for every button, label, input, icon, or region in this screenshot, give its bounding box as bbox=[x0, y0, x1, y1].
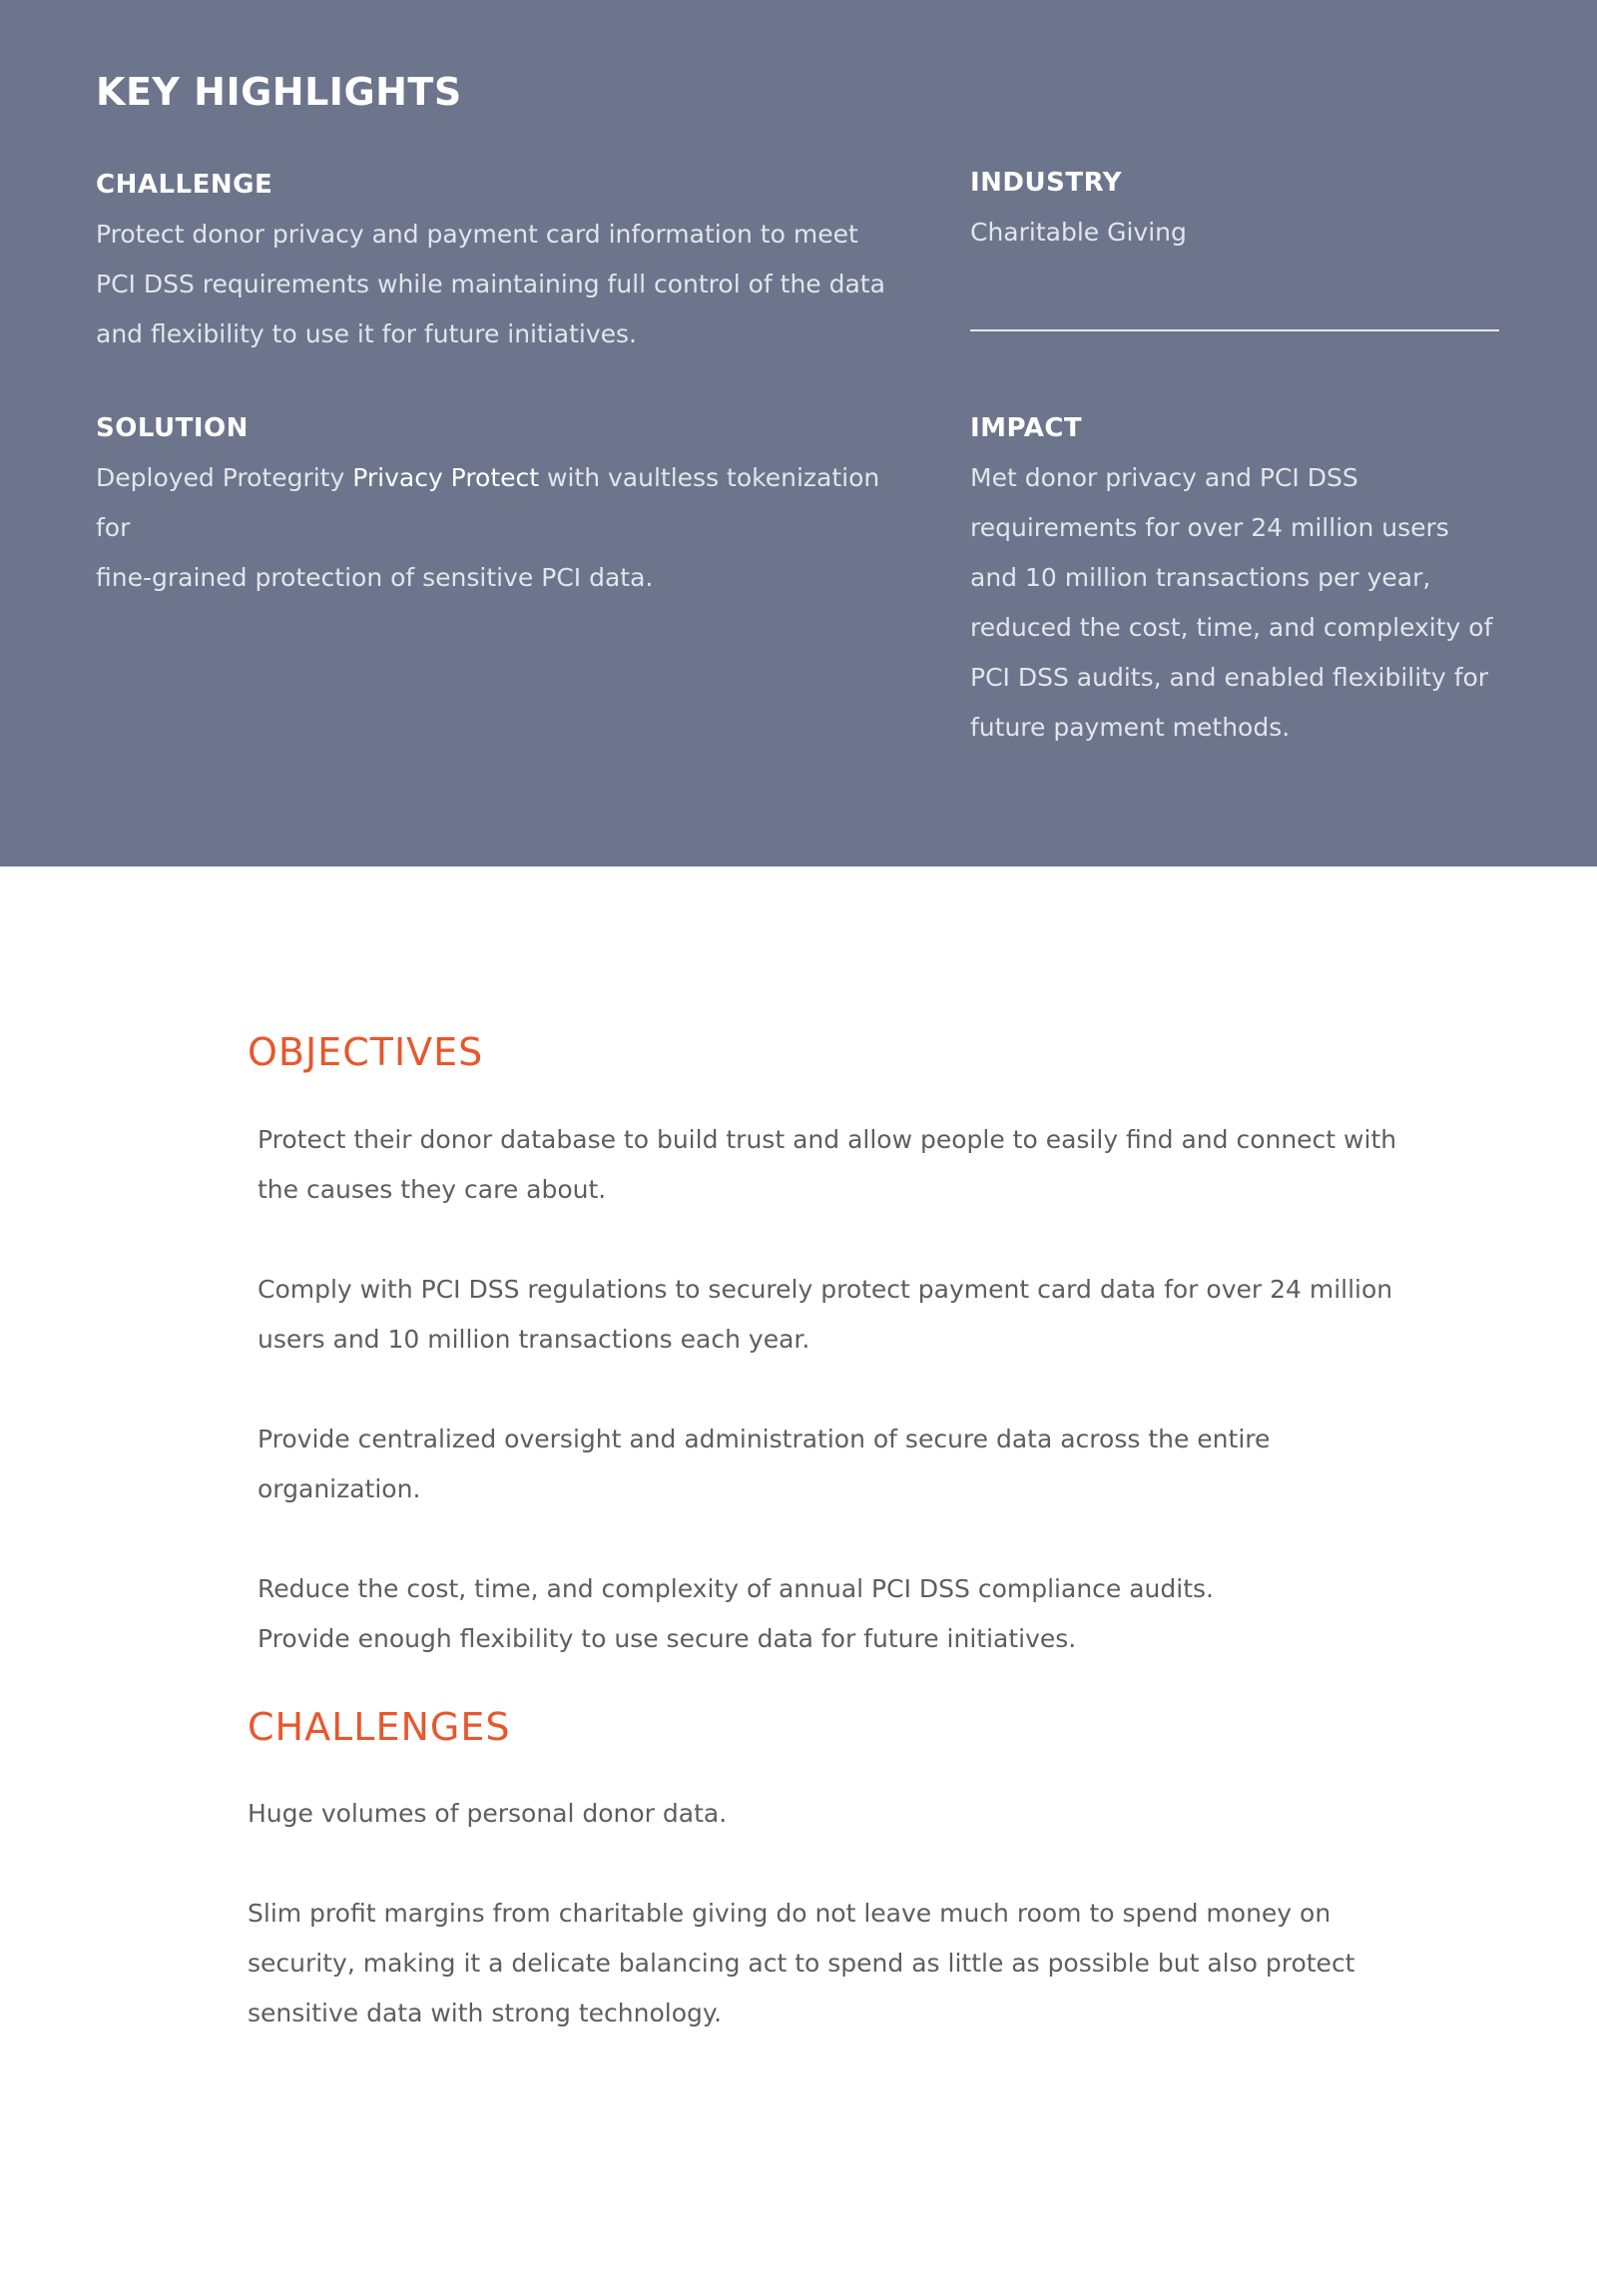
objective-item bbox=[258, 1564, 1435, 1614]
objective-item bbox=[258, 1265, 1435, 1365]
challenge-text bbox=[96, 210, 894, 359]
impact-line: and 10 million transactions per year, bbox=[970, 563, 1431, 592]
objective-line: the causes they care about. bbox=[258, 1175, 607, 1204]
impact-line: requirements for over 24 million users bbox=[970, 513, 1449, 542]
challenge-item bbox=[248, 1789, 1425, 1839]
objective-line: Comply with PCI DSS regulations to securely protect payment card data for over 24 million bbox=[258, 1275, 1393, 1304]
industry-text: Charitable Giving bbox=[970, 218, 1187, 247]
challenge-item-line: Huge volumes of personal donor data. bbox=[248, 1799, 728, 1828]
objective-line: organization. bbox=[258, 1474, 421, 1503]
objective-line: Provide enough flexibility to use secure data for future initiatives. bbox=[258, 1624, 1077, 1653]
challenge-line: and flexibility to use it for future initiatives. bbox=[96, 319, 637, 348]
challenge-item bbox=[248, 1889, 1425, 2038]
challenge-line: Protect donor privacy and payment card information to meet bbox=[96, 220, 858, 249]
key-highlights-title: KEY HIGHLIGHTS bbox=[96, 70, 462, 114]
solution-text bbox=[96, 453, 894, 603]
challenge-line: PCI DSS requirements while maintaining full control of the data bbox=[96, 270, 885, 298]
solution-text-post: with vaultless tokenization for bbox=[96, 463, 880, 542]
impact-text bbox=[970, 453, 1499, 753]
objective-item bbox=[258, 1115, 1435, 1215]
objective-item bbox=[258, 1415, 1435, 1514]
objectives-title: OBJECTIVES bbox=[248, 1030, 484, 1074]
challenge-item-line: security, making it a delicate balancing act to spend as little as possible but also protect bbox=[248, 1949, 1355, 1978]
objective-line: Provide centralized oversight and administration of secure data across the entire bbox=[258, 1425, 1271, 1453]
impact-line: future payment methods. bbox=[970, 713, 1291, 742]
solution-text-pre: Deployed Protegrity bbox=[96, 463, 353, 492]
objective-line: Protect their donor database to build trust and allow people to easily find and connect with bbox=[258, 1125, 1397, 1154]
solution-line: fine-grained protection of sensitive PCI data. bbox=[96, 563, 654, 592]
challenge-item-line: sensitive data with strong technology. bbox=[248, 1999, 723, 2027]
objective-line: Reduce the cost, time, and complexity of annual PCI DSS compliance audits. bbox=[258, 1574, 1214, 1603]
product-name: Privacy Protect bbox=[352, 463, 540, 492]
impact-line: Met donor privacy and PCI DSS bbox=[970, 463, 1358, 492]
challenges-title: CHALLENGES bbox=[248, 1705, 511, 1749]
industry-heading: INDUSTRY bbox=[970, 168, 1123, 198]
impact-block bbox=[970, 413, 1499, 753]
challenge-item-line: Slim profit margins from charitable giving do not leave much room to spend money on bbox=[248, 1899, 1331, 1928]
industry-divider bbox=[970, 329, 1499, 331]
challenge-heading: CHALLENGE bbox=[96, 170, 273, 200]
impact-heading: IMPACT bbox=[970, 413, 1083, 443]
solution-block bbox=[96, 413, 894, 603]
objective-item bbox=[258, 1614, 1435, 1664]
challenge-block bbox=[96, 170, 894, 359]
impact-line: reduced the cost, time, and complexity of bbox=[970, 613, 1493, 642]
solution-heading: SOLUTION bbox=[96, 413, 249, 443]
objective-line: users and 10 million transactions each year. bbox=[258, 1325, 810, 1354]
impact-line: PCI DSS audits, and enabled flexibility for bbox=[970, 663, 1489, 692]
key-highlights-panel bbox=[0, 0, 1597, 866]
industry-block bbox=[970, 168, 1499, 258]
